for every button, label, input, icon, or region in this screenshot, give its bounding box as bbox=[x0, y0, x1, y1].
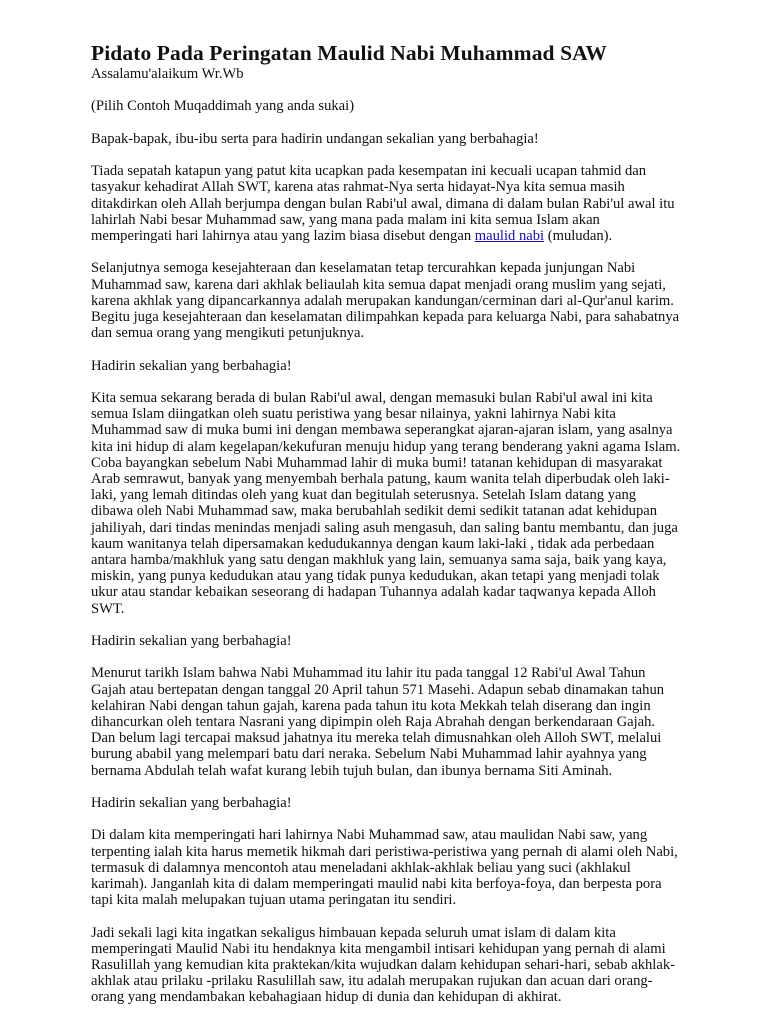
paragraph-hadirin-2: Hadirin sekalian yang berbahagia! bbox=[91, 633, 292, 649]
paragraph-hadirin-3: Hadirin sekalian yang berbahagia! bbox=[91, 795, 292, 811]
paragraph-shalawat: Selanjutnya semoga kesejahteraan dan keselamatan tetap tercurahkan kepada junjungan Nabi Muhammad saw, karena dari akhlak beliaulah kita semua dapat menjadi orang muslim yang sejati, karena akhlak yang dipancarkannya adalah merupakan kandungan/cerminan dari al-Qur'anul karim. Begitu juga kesejahteraan dan keselamatan dilimpahkan kepada para keluarga Nabi, para sahabatnya dan semua orang yang mengikuti petunjuknya. bbox=[91, 260, 680, 342]
paragraph-hikmah: Di dalam kita memperingati hari lahirnya Nabi Muhammad saw, atau maulidan Nabi saw, yang terpenting ialah kita harus memetik hikmah dari peristiwa-peristiwa yang pernah di alami oleh Nabi, termasuk di dalamnya mencontoh atau meneladani akhlak-akhlak beliau yang suci (akhlakul karimah). Janganlah kita di dalam memperingati maulid nabi kita berfoya-foya, dan berpesta pora tapi kita malah melupakan tujuan utama peringatan itu sendiri. bbox=[91, 827, 678, 909]
maulid-nabi-link[interactable]: maulid nabi bbox=[474, 227, 545, 244]
paragraph-salutation: Bapak-bapak, ibu-ibu serta para hadirin undangan sekalian yang berbahagia! bbox=[91, 130, 539, 147]
document-title: Pidato Pada Peringatan Maulid Nabi Muhammad SAW bbox=[91, 41, 607, 65]
paragraph-tarikh: Menurut tarikh Islam bahwa Nabi Muhammad itu lahir itu pada tanggal 12 Rabi'ul Awal Tahun Gajah atau bertepatan dengan tanggal 20 April tahun 571 Masehi. Adapun sebab dinamakan tahun kelahiran Nabi dengan tahun gajah, karena pada tahun itu kota Mekkah telah diserang dan ingin dihancurkan oleh tentara Nasrani yang dipimpin oleh Raja Abrahah dengan berkendaraan Gajah. Dan belum lagi tercapai maksud jahatnya itu mereka telah dimusnahkan oleh Alloh SWT, melalui burung ababil yang melempari batu dari neraka. Sebelum Nabi Muhammad lahir ayahnya yang bernama Abdulah telah wafat kurang lebih tujuh bulan, dan ibunya bernama Siti Aminah. bbox=[91, 665, 665, 779]
paragraph-hadirin-1: Hadirin sekalian yang berbahagia! bbox=[91, 357, 292, 374]
paragraph-muqaddimah-note: (Pilih Contoh Muqaddimah yang anda sukai) bbox=[91, 98, 355, 115]
paragraph-tahmid-text: Tiada sepatah katapun yang patut kita ucapkan pada kesempatan ini kecuali ucapan tahmid dan tasyakur kehadirat Allah SWT, karena atas rahmat-Nya serta hidayat-Nya kita semua masih ditakdirkan oleh Allah berjumpa dengan bulan Rabi'ul awal, dimana di dalam bulan Rabi'ul awal itu lahirlah Nabi besar Muhammad saw, yang mana pada malam ini kita semua Islam akan memperingati hari lahirnya atau yang lazim biasa disebut dengan bbox=[91, 163, 675, 244]
paragraph-tahmid-end: (muludan). bbox=[544, 227, 613, 244]
paragraph-himbauan: Jadi sekali lagi kita ingatkan sekaligus himbauan kepada seluruh umat islam di dalam kita memperingati Maulid Nabi itu hendaknya kita mengambil intisari kehidupan yang pernah di alami Rasulillah yang kemudian kita praktekan/kita wujudkan dalam kehidupan sehari-hari, sebab akhlak-akhlak atau prilaku -prilaku Rasulillah saw, itu adalah merupakan rujukan dan acuan dari orang-orang yang mendambakan kebahagiaan hidup di dunia dan kehidupan di akhirat. bbox=[91, 924, 675, 1006]
greeting: Assalamu'alaikum Wr.Wb bbox=[91, 66, 244, 82]
paragraph-rabiul-awal: Kita semua sekarang berada di bulan Rabi'ul awal, dengan memasuki bulan Rabi'ul awal ini kita semua Islam diingatkan oleh suatu peristiwa yang besar nilainya, yakni lahirnya Nabi kita Muhammad saw di muka bumi ini dengan membawa seperangkat ajaran-ajaran islam, yang asalnya kita ini hidup di alam kegelapan/kekufuran menuju hidup yang terang benderang yakni agama Islam. Coba bayangkan sebelum Nabi Muhammad lahir di muka bumi! tatanan kehidupan di masyarakat Arab semrawut, banyak yang menyembah berhala patung, kaum wanita telah diperbudak oleh laki-laki, yang lemah ditindas oleh yang kuat dan begitulah seterusnya. Setelah Islam datang yang dibawa oleh Nabi Muhammad saw, maka berubahlah sedikit demi sedikit tatanan adat kehidupan jahiliyah, dari tindas menindas menjadi saling asuh mengasuh, dan saling bantu membantu, dan juga kaum wanitanya telah dipersamakan kedudukannya dengan kaum laki-laki , tidak ada perbedaan antara hamba/makhluk yang satu dengan makhluk yang lain, semuanya sama saja, baik yang kaya, miskin, yang punya kedudukan atau yang tidak punya kedudukan, akan tetapi yang menjadi tolak ukur atau standar kebaikan seseorang di hadapan Tuhannya adalah kadar taqwanya kepada Alloh SWT. bbox=[91, 389, 681, 617]
paragraph-tahmid bbox=[91, 163, 681, 244]
document-page bbox=[91, 40, 681, 1006]
